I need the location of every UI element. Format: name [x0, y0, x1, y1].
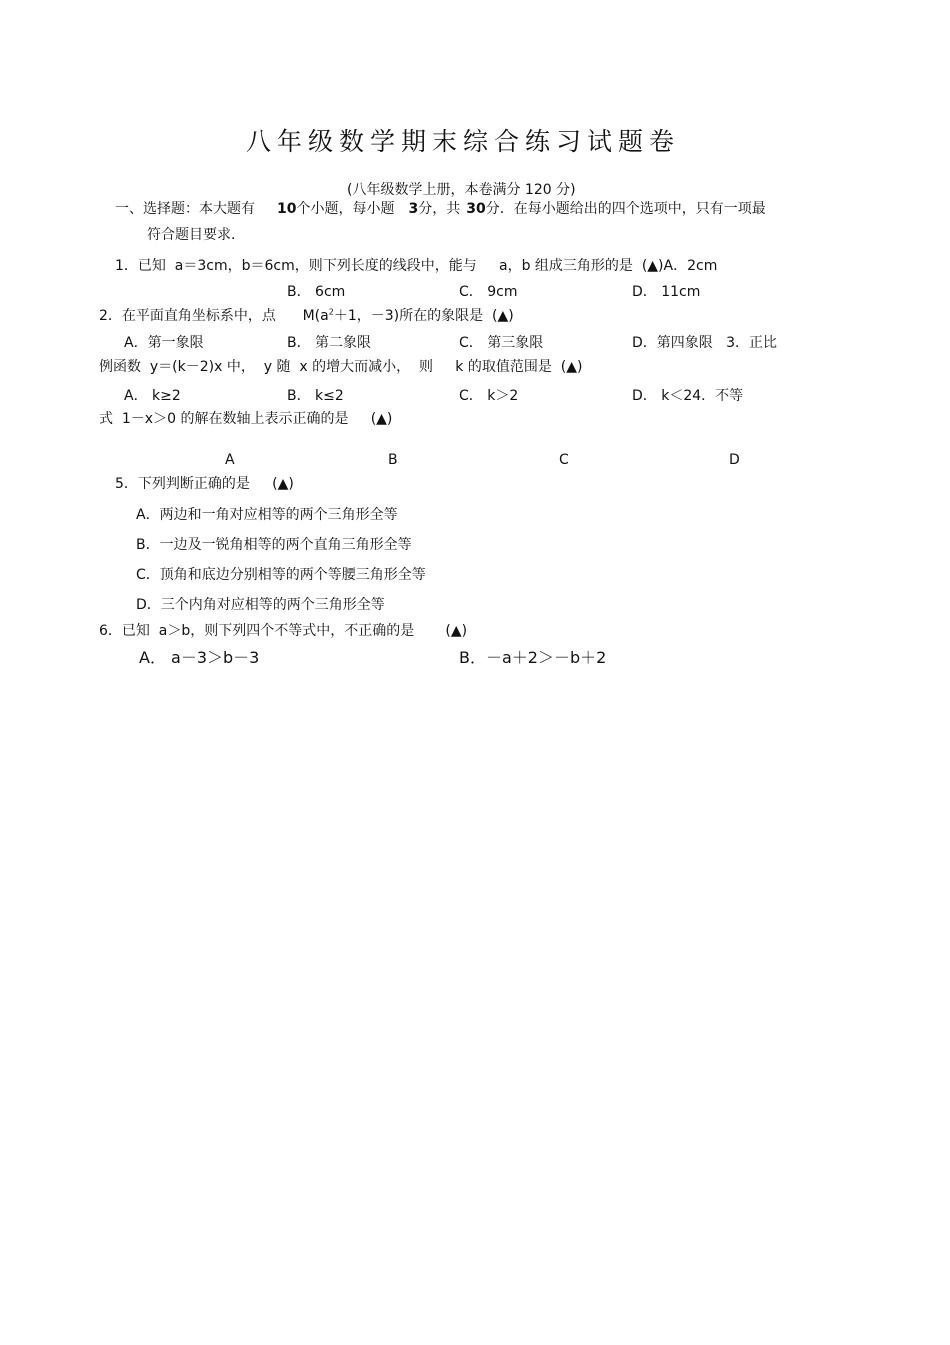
- question-2-option-b: B． 第二象限: [287, 335, 372, 351]
- question-3-option-b: B． k≤2: [287, 388, 344, 404]
- question-4-figure-label-b: B: [388, 452, 398, 468]
- question-2-option-a: A．第一象限: [124, 335, 204, 351]
- question-4-stem: 式 1－x＞0 的解在数轴上表示正确的是 (▲): [99, 411, 393, 427]
- question-5-stem: 5．下列判断正确的是 (▲): [115, 476, 294, 492]
- page-title: 八年级数学期末综合练习试题卷: [246, 127, 681, 156]
- question-1-stem: 1．已知 a＝3cm，b＝6cm，则下列长度的线段中，能与 a，b 组成三角形的是 (▲)A．2cm: [115, 258, 718, 274]
- question-6-option-b: B．－a＋2＞－b＋2: [459, 648, 607, 667]
- question-6-stem: 6．已知 a＞b，则下列四个不等式中，不正确的是 (▲): [99, 623, 468, 639]
- question-3-option-a: A． k≥2: [124, 388, 181, 404]
- subtitle: (八年级数学上册，本卷满分 120 分): [347, 182, 576, 198]
- section-instructions-line2: 符合题目要求．: [147, 227, 245, 243]
- question-5-option-d: D．三个内角对应相等的两个三角形全等: [136, 597, 385, 613]
- question-4-figure-label-c: C: [559, 452, 569, 468]
- question-2-option-c: C． 第三象限: [459, 335, 544, 351]
- question-1-option-d: D． 11cm: [632, 284, 701, 300]
- question-5-option-a: A．两边和一角对应相等的两个三角形全等: [136, 507, 398, 523]
- question-4-figure-label-a: A: [225, 452, 235, 468]
- question-1-option-b: B． 6cm: [287, 284, 346, 300]
- question-3-option-d: D． k＜24．不等: [632, 388, 744, 404]
- question-5-option-b: B．一边及一锐角相等的两个直角三角形全等: [136, 537, 412, 553]
- question-4-figure-label-d: D: [729, 452, 740, 468]
- question-2-stem: 2．在平面直角坐标系中，点 $M(a^2+1$，－3)所在的象限是 (▲): [99, 307, 514, 324]
- question-5-option-c: C．顶角和底边分别相等的两个等腰三角形全等: [136, 567, 426, 583]
- question-2-option-d: D．第四象限 3．正比: [632, 335, 778, 351]
- question-1-option-c: C． 9cm: [459, 284, 518, 300]
- section-instructions: 一、选择题：本大题有 10个小题，每小题 3分，共 30分．在每小题给出的四个选项中，只有一项最: [115, 201, 766, 217]
- question-6-option-a: A． a－3＞b－3: [139, 648, 260, 667]
- question-3-stem: 例函数 y＝(k－2)x 中， y 随 x 的增大而减小， 则 k 的取值范围是 (▲): [99, 359, 583, 375]
- question-3-option-c: C． k＞2: [459, 388, 519, 404]
